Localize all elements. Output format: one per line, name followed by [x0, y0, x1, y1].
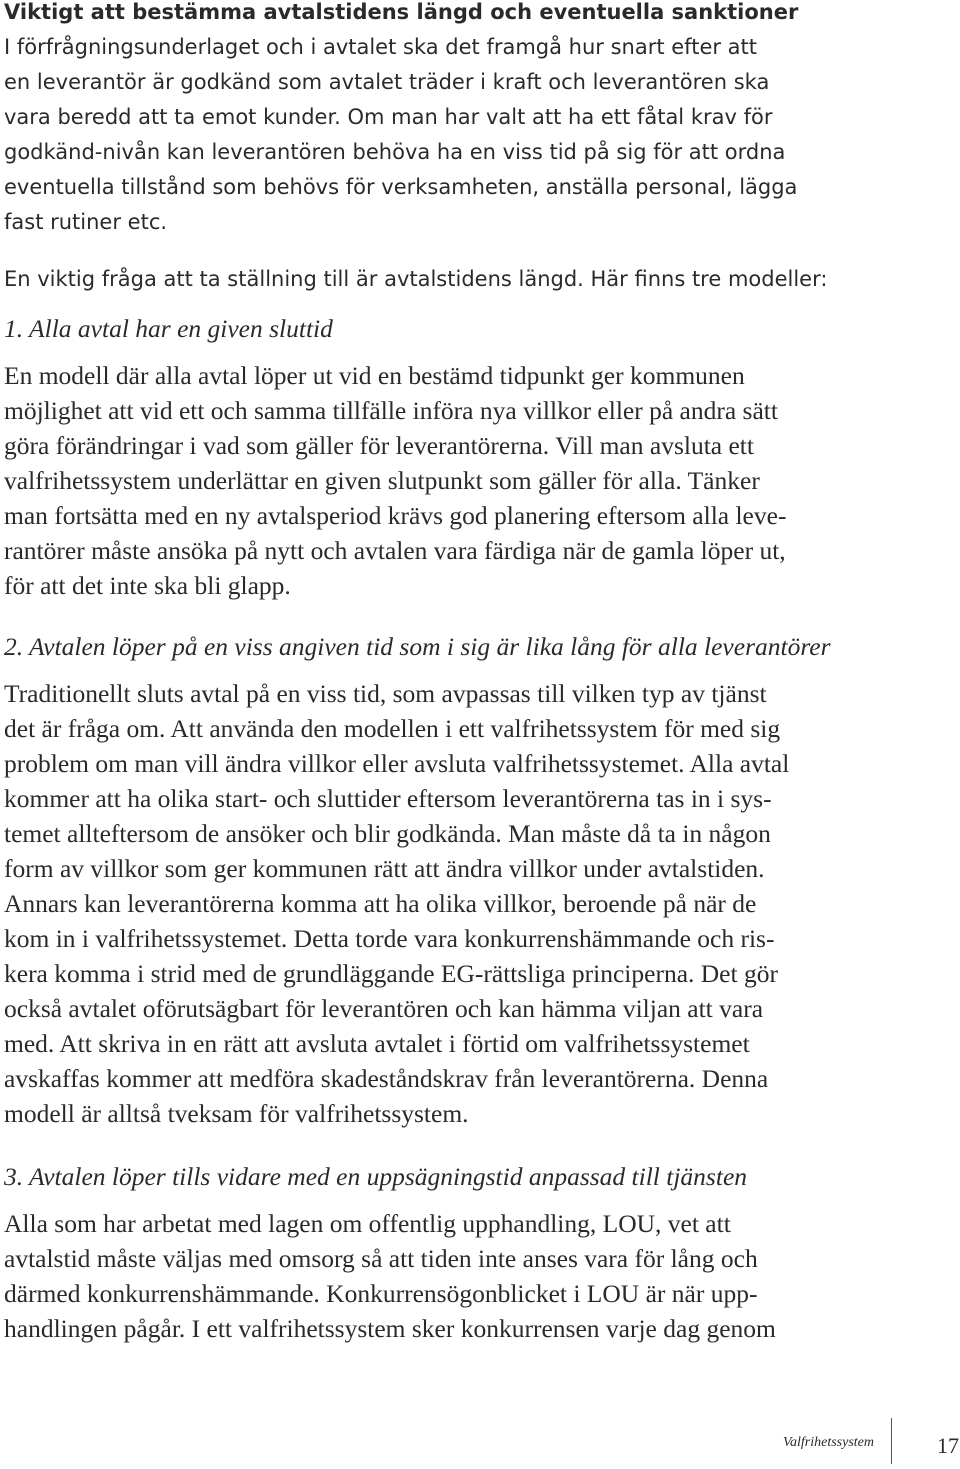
model-3-line: Alla som har arbetat med lagen om offentlig upphandling, LOU, vet att — [4, 1209, 731, 1238]
footer-label: Valfrihetssystem — [783, 1435, 874, 1450]
page-number: 17 — [937, 1433, 959, 1458]
intro-line: en leverantör är godkänd som avtalet träder i kraft och leverantören ska — [4, 70, 770, 94]
intro-line: godkänd-nivån kan leverantören behöva ha en viss tid på sig för att ordna — [4, 140, 786, 164]
model-3-line: handlingen pågår. I ett valfrihetssystem sker konkurrensen varje dag genom — [4, 1314, 776, 1343]
footer-divider — [891, 1418, 892, 1464]
model-1-line: rantörer måste ansöka på nytt och avtalen vara färdiga när de gamla löper ut, — [4, 536, 786, 565]
model-2-line: kommer att ha olika start- och sluttider eftersom leverantörerna tas in i sys- — [4, 784, 772, 813]
model-2-line: problem om man vill ändra villkor eller avsluta valfrihetssystemet. Alla avtal — [4, 749, 790, 778]
model-1-line: göra förändringar i vad som gäller för leverantörerna. Vill man avsluta ett — [4, 431, 754, 460]
intro-line: eventuella tillstånd som behövs för verksamheten, anställa personal, lägga — [4, 175, 798, 199]
intro-line: vara beredd att ta emot kunder. Om man har valt att ha ett fåtal krav för — [4, 105, 773, 129]
model-2-line: också avtalet oförutsägbart för leverantören och kan hämma viljan att vara — [4, 994, 764, 1023]
model-2-line: Annars kan leverantörerna komma att ha olika villkor, beroende på när de — [4, 889, 757, 918]
model-2-title: 2. Avtalen löper på en viss angiven tid som i sig är lika lång för alla leverantörer — [4, 632, 831, 661]
section-heading: Viktigt att bestämma avtalstidens längd och eventuella sanktioner — [4, 0, 799, 24]
model-2-line: med. Att skriva in en rätt att avsluta avtalet i förtid om valfrihetssystemet — [4, 1029, 750, 1058]
model-3-line: därmed konkurrenshämmande. Konkurrensögonblicket i LOU är när upp- — [4, 1279, 758, 1308]
model-2-line: kom in i valfrihetssystemet. Detta torde vara konkurrenshämmande och ris- — [4, 924, 775, 953]
model-2-line: form av villkor som ger kommunen rätt att ändra villkor under avtalstiden. — [4, 854, 765, 883]
model-2-line: temet allteftersom de ansöker och blir godkända. Man måste då ta in någon — [4, 819, 771, 848]
models-question: En viktig fråga att ta ställning till är avtalstidens längd. Här finns tre modeller: — [4, 267, 828, 291]
intro-line: fast rutiner etc. — [4, 210, 168, 234]
model-3-title: 3. Avtalen löper tills vidare med en uppsägningstid anpassad till tjänsten — [4, 1162, 748, 1191]
model-1-title: 1. Alla avtal har en given sluttid — [4, 314, 333, 343]
model-1-line: En modell där alla avtal löper ut vid en bestämd tidpunkt ger kommunen — [4, 361, 745, 390]
model-2-line: modell är alltså tveksam för valfrihetssystem. — [4, 1099, 469, 1128]
model-1-line: möjlighet att vid ett och samma tillfälle införa nya villkor eller på andra sätt — [4, 396, 778, 425]
model-1-line: valfrihetssystem underlättar en given slutpunkt som gäller för alla. Tänker — [4, 466, 760, 495]
model-1-line: för att det inte ska bli glapp. — [4, 571, 291, 600]
model-2-line: kera komma i strid med de grundläggande EG-rättsliga principerna. Det gör — [4, 959, 778, 988]
model-2-line: Traditionellt sluts avtal på en viss tid, som avpassas till vilken typ av tjänst — [4, 679, 767, 708]
intro-line: I förfrågningsunderlaget och i avtalet ska det framgå hur snart efter att — [4, 35, 758, 59]
model-2-line: det är fråga om. Att använda den modellen i ett valfrihetssystem för med sig — [4, 714, 781, 743]
model-3-line: avtalstid måste väljas med omsorg så att tiden inte anses vara för lång och — [4, 1244, 758, 1273]
model-1-line: man fortsätta med en ny avtalsperiod krävs god planering eftersom alla leve- — [4, 501, 787, 530]
model-2-line: avskaffas kommer att medföra skadeståndskrav från leverantörerna. Denna — [4, 1064, 769, 1093]
